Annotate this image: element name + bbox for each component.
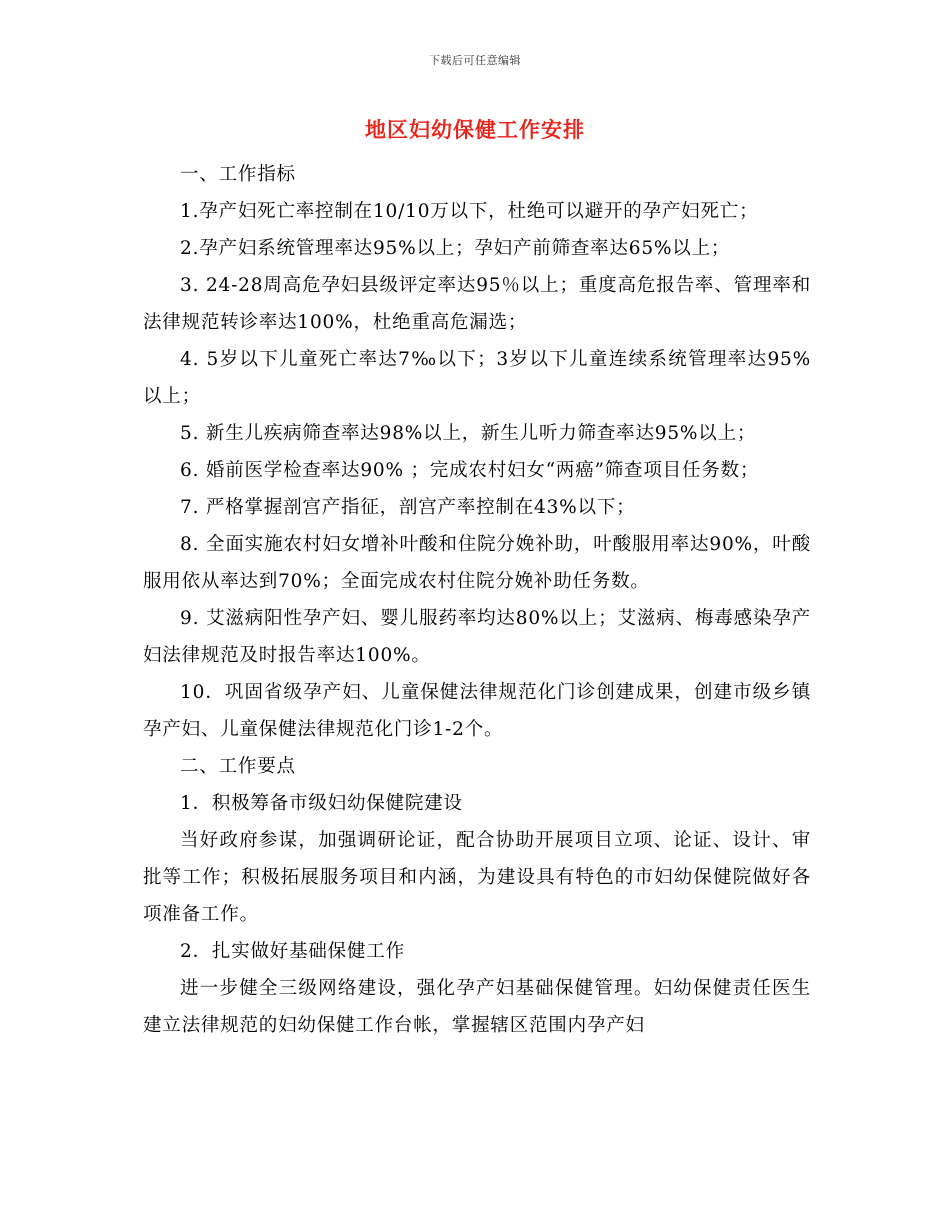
document-body (143, 156, 811, 1044)
key-point-body-1: 当好政府参谋，加强调研论证，配合协助开展项目立项、论证、设计、审批等工作；积极拓展服务项目和内涵，为建设具有特色的市妇幼保健院做好各项准备工作。 (143, 830, 811, 925)
indicator-item-3: 3. 24-28周高危孕妇县级评定率达95％以上；重度高危报告率、管理率和法律规范转诊率达100%，杜绝重高危漏选； (143, 275, 811, 333)
document-title: 地区妇幼保健工作安排 (365, 118, 585, 142)
section-heading-indicators: 一、工作指标 (180, 164, 296, 185)
section-heading-key-points: 二、工作要点 (180, 756, 296, 777)
indicator-item-7: 7. 严格掌握剖宫产指征，剖宫产率控制在43%以下； (180, 497, 636, 518)
indicator-item-4: 4. 5岁以下儿童死亡率达7‰以下；3岁以下儿童连续系统管理率达95%以上； (143, 349, 811, 407)
indicator-item-5: 5. 新生儿疾病筛查率达98%以上，新生儿听力筛查率达95%以上； (180, 423, 757, 444)
indicator-item-8: 8. 全面实施农村妇女增补叶酸和住院分娩补助，叶酸服用率达90%，叶酸服用依从率达到70%；全面完成农村住院分娩补助任务数。 (143, 534, 811, 592)
key-point-body-2: 进一步健全三级网络建设，强化孕产妇基础保健管理。妇幼保健责任医生建立法律规范的妇幼保健工作台帐，掌握辖区范围内孕产妇 (143, 978, 811, 1036)
indicator-item-9: 9. 艾滋病阳性孕产妇、婴儿服药率均达80%以上；艾滋病、梅毒感染孕产妇法律规范及时报告率达100%。 (143, 608, 811, 666)
indicator-item-6: 6. 婚前医学检查率达90% ；完成农村妇女“两癌”筛查项目任务数； (180, 460, 760, 481)
indicator-item-10: 10．巩固省级孕产妇、儿童保健法律规范化门诊创建成果，创建市级乡镇孕产妇、儿童保健法律规范化门诊1-2个。 (143, 682, 811, 740)
indicator-item-1: 1.孕产妇死亡率控制在10/10万以下，杜绝可以避开的孕产妇死亡； (180, 201, 759, 222)
page-header-note: 下载后可任意编辑 (429, 54, 521, 67)
key-point-heading-2: 2．扎实做好基础保健工作 (180, 941, 405, 962)
indicator-item-2: 2.孕产妇系统管理率达95%以上；孕妇产前筛查率达65%以上； (180, 238, 731, 259)
key-point-heading-1: 1．积极筹备市级妇幼保健院建设 (180, 793, 463, 814)
